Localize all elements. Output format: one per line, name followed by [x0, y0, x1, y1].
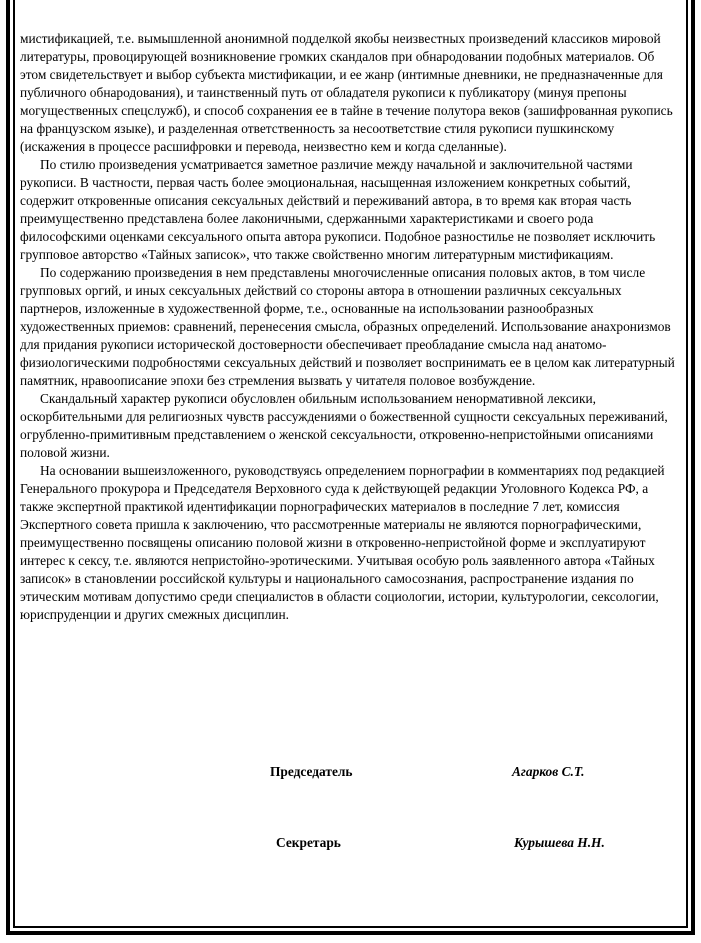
page-frame-bottom-inner — [13, 926, 688, 928]
page-frame-left-inner — [13, 0, 15, 928]
paragraph-5: На основании вышеизложенного, руководствуясь определением порнографии в комментариях под редакцией Генерального прокурора и Председателя Верховного суда к действующей редакции Уголовного Кодекса РФ, а также экспертной практикой идентификации порнографических материалов в последние 7 лет, комиссия Экспертного совета пришла к заключению, что рассмотренные материалы не являются порнографическими, преимущественно посвящены описанию половой жизни в откровенно-непристойной форме и эксплуатируют интерес к сексу, т.е. являются непристойно-эротическими. Учитывая особую роль заявленного автора «Тайных записок» в становлении российской культуры и национального самосознания, распространение издания по этическим мотивам допустимо среди специалистов в области социологии, истории, культурологии, сексологии, юриспруденции и других смежных дисциплин. — [20, 463, 665, 622]
paragraph-4: Скандальный характер рукописи обусловлен обильным использованием ненормативной лексики, оскорбительными для религиозных чувств рассуждениями о божественной сущности сексуальных переживаний, огрубленно-примитивным представлением о женской сексуальности, откровенно-непристойными описаниями половой жизни. — [20, 391, 668, 460]
paragraph-1: мистификацией, т.е. вымышленной анонимной подделкой якобы неизвестных произведений классиков мировой литературы, провоцирующей возникновение громких скандалов при обнародовании подобных материалов. Об этом свидетельствует и выбор субъекта мистификации, и ее жанр (интимные дневники, не предназначенные для публичного обнародования), и таинственный путь от обладателя рукописи к публикатору (минуя препоны могущественных спецслужб), и способ сохранения ее в тайне в течение полутора веков (зашифрованная рукопись на французском языке), и разделенная ответственность за несоответствие стиля рукописи пушкинскому (искажения в процессе расшифровки и перевода, неизвестно кем и когда сделанные). — [20, 31, 673, 154]
secretary-name: Курышева Н.Н. — [514, 835, 605, 850]
secretary-title: Секретарь — [276, 835, 341, 850]
paragraph-3: По содержанию произведения в нем представлены многочисленные описания половых актов, в том числе групповых оргий, и иных сексуальных действий со стороны автора в отношении различных сексуальных партнеров, изложенные в художественной форме, т.е., основанные на использовании разнообразных художественных приемов: сравнений, перенесения смысла, образных определений. Использование анахронизмов для придания рукописи исторической достоверности обеспечивает преобладание смысла над анатомо-физиологическими подробностями сексуальных действий и позволяет воспринимать ее в целом как литературный памятник, нравоописание эпохи без стремления вызвать у читателя половое возбуждение. — [20, 265, 675, 388]
page-frame-right-inner — [686, 0, 688, 928]
chairman-name: Агарков С.Т. — [512, 764, 585, 779]
page-frame-right-outer — [691, 0, 695, 935]
page-frame-bottom-outer — [6, 931, 695, 935]
paragraph-2: По стилю произведения усматривается заметное различие между начальной и заключительной частями рукописи. В частности, первая часть более эмоциональная, насыщенная изложением конкретных событий, содержит откровенные описания сексуальных действий и переживаний автора, в то время как вторая часть преимущественно представлена более лаконичными, сдержанными характеристиками и своего рода философскими оценками сексуального опыта автора рукописи. Подобное разностилье не позволяет исключить групповое авторство «Тайных записок», что также свойственно многим литературным мистификациям. — [20, 157, 656, 262]
chairman-title: Председатель — [270, 764, 353, 779]
page-frame-left-outer — [6, 0, 10, 935]
document-body — [20, 30, 682, 624]
